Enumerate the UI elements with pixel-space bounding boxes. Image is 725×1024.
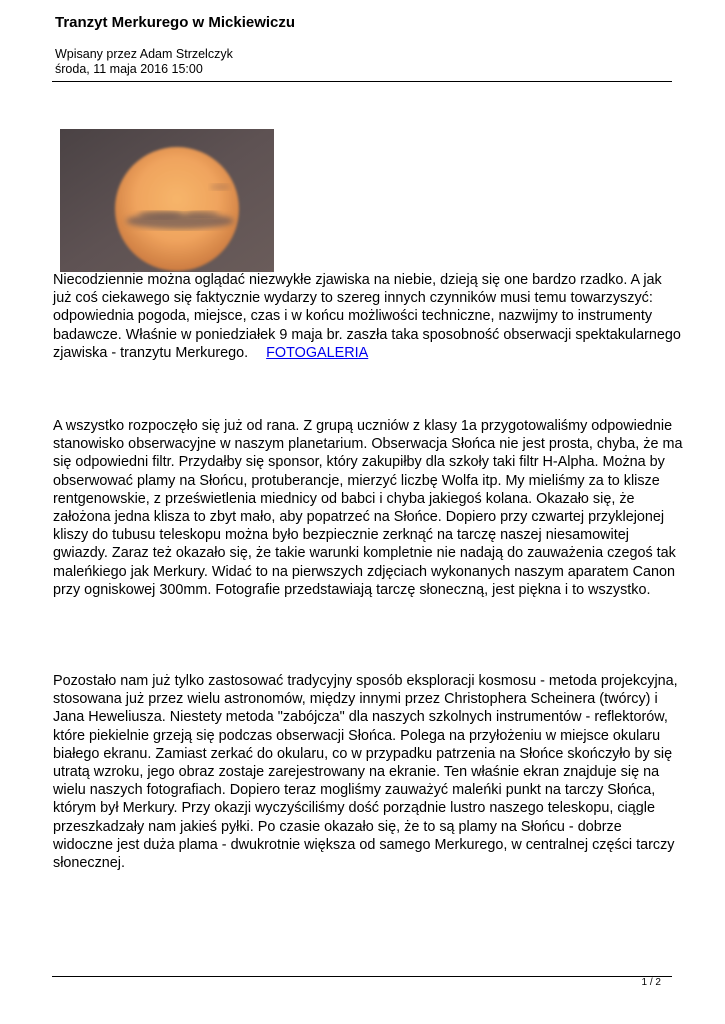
paragraph-1 (53, 271, 683, 362)
article-title: Tranzyt Merkurego w Mickiewiczu (55, 14, 296, 31)
article-meta (55, 47, 233, 77)
gallery-link[interactable]: FOTOGALERIA (266, 344, 369, 361)
footer-divider (52, 976, 672, 977)
header-divider (52, 81, 672, 82)
paragraph-1-text: Niecodziennie można oglądać niezwykłe zjawiska na niebie, dzieją się one bardzo rzadko. A jak już coś ciekawego się faktycznie wydarzy to szereg innych czynników musi temu towarzyszyć: odpowiednia pogoda, miejsce, czas i w końcu możliwości techniczne, nazwijmy to instrumenty badawcze. Właśnie w poniedziałek 9 maja br. zaszła taka sposobność obserwacji spektakularnego zjawiska - tranzytu Merkurego. (53, 272, 681, 361)
date-line: środa, 11 maja 2016 15:00 (55, 62, 203, 76)
sun-photo-graphic (60, 129, 274, 272)
sun-photo[interactable] (60, 129, 274, 272)
paragraph-3: Pozostało nam już tylko zastosować tradycyjny sposób eksploracji kosmosu - metoda projekcyjna, stosowana już przez wielu astronomów, między innymi przez Christophera Scheinera (twórcy) i Jana Heweliusza. Niestety metoda "zabójcza" dla naszych szkolnych instrumentów - reflektorów, które piekielnie grzeją się podczas obserwacji Słońca. Polega na przyłożeniu w miejsce okularu białego ekranu. Zamiast zerkać do okularu, co w przypadku patrzenia na Słońce skończyło by się utratą wzroku, jego obraz zostaje zarejestrowany na ekranie. Ten właśnie ekran znajduje się na wielu naszych fotografiach. Dopiero teraz mogliśmy zauważyć maleńki punkt na tarczy Słońca, którym był Merkury. Przy okazji wyczyściliśmy dość porządnie lustro naszego teleskopu, ciągle przeszkadzały nam jakieś pyłki. Po czasie okazało się, że to są plamy na Słońcu - dobrze widoczne jest duża plama - dwukrotnie większa od samego Merkurego, w centralnej części tarczy słonecznej. (53, 673, 678, 872)
author-line: Wpisany przez Adam Strzelczyk (55, 47, 233, 61)
page-indicator: 1 / 2 (641, 977, 661, 988)
paragraph-2: A wszystko rozpoczęło się już od rana. Z grupą uczniów z klasy 1a przygotowaliśmy odpowiednie stanowisko obserwacyjne w naszym planetarium. Obserwacja Słońca nie jest prosta, chyba, że ma się odpowiedni filtr. Przydałby się sponsor, który zakupiłby dla szkoły taki filtr H-Alpha. Można by obserwować plamy na Słońcu, protuberancje, mierzyć liczbę Wolfa itp. My mieliśmy za to klisze rentgenowskie, z prześwietlenia miednicy od babci i chyba jakiegoś kolana. Okazało się, że założona jedna klisza to zbyt mało, aby popatrzeć na Słońce. Dopiero przy czwartej przyklejonej kliszy do tubusu teleskopu można było bezpiecznie zerknąć na tarczę naszej niesamowitej gwiazdy. Zaraz też okazało się, że takie warunki kompletnie nie nadają do zauważenia czegoś tak maleńkiego jak Merkury. Widać to na pierwszych zdjęciach wykonanych naszym aparatem Canon przy ogniskowej 300mm. Fotografie przedstawiają tarczę słoneczną, jest piękna i to wszystko. (53, 418, 683, 598)
